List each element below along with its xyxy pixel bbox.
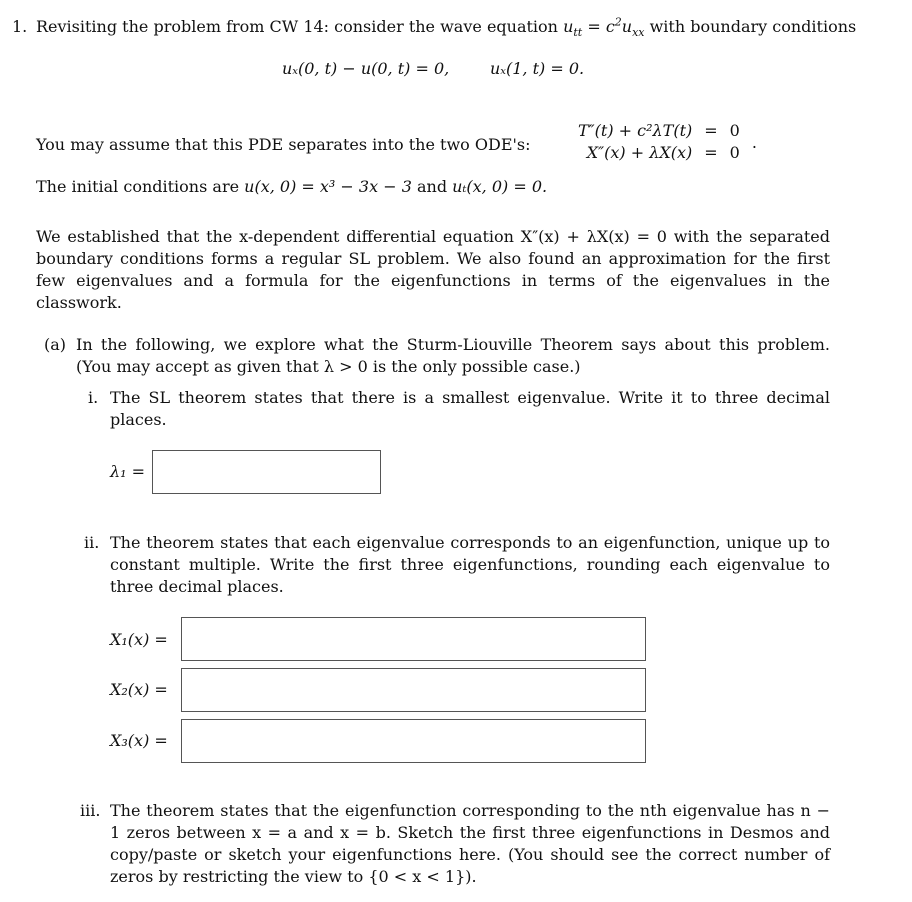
ode-x-eq: =	[704, 143, 718, 162]
ode-t-zero: 0	[729, 121, 740, 140]
with-bc-text: with boundary conditions	[649, 17, 857, 36]
lambda1-label: λ₁ =	[110, 462, 146, 481]
part-ii-label: ii.	[84, 533, 100, 552]
initial-conditions	[36, 176, 547, 198]
initial-pre: The initial conditions are	[36, 177, 240, 196]
ode-x: X″(x) + λX(x)	[586, 143, 693, 162]
part-iii-text: The theorem states that the eigenfunction corresponding to the nth eigenvalue has n − 1 zeros between x = a and x = b. Sketch the first three eigenfunctions in Desmos and copy/paste or sketch your eigenfunctions here. (You should see the correct number of zeros by restricting the view to {0 < x < 1}).	[110, 801, 830, 886]
x3-label: X₃(x) =	[110, 731, 168, 750]
ode-system	[572, 120, 763, 164]
x3-answer-box[interactable]	[181, 719, 646, 763]
part-i-text: The SL theorem states that there is a smallest eigenvalue. Write it to three decimal places.	[110, 388, 830, 429]
bc-left: uₓ(0, t) − u(0, t) = 0,	[282, 59, 450, 78]
x2-label: X₂(x) =	[110, 680, 168, 699]
x1-answer-box[interactable]	[181, 617, 646, 661]
x1-label: X₁(x) =	[110, 630, 168, 649]
part-a-label: (a)	[44, 335, 67, 354]
wave-equation: $u_{tt} = c^2u_{xx}$	[563, 15, 645, 40]
bc-right: uₓ(1, t) = 0.	[490, 59, 585, 78]
ode-period: .	[751, 133, 757, 152]
ode-x-zero: 0	[729, 143, 740, 162]
part-ii-text: The theorem states that each eigenvalue corresponds to an eigenfunction, unique up to constant multiple. Write the first three eigenfunctions, rounding each eigenvalue to three decimal places.	[110, 533, 830, 596]
intro-text: Revisiting the problem from CW 14: consider the wave equation	[36, 17, 558, 36]
part-a-text: In the following, we explore what the Sturm-Liouville Theorem says about this problem. (You may accept as given that λ > 0 is the only possible case.)	[76, 335, 830, 376]
x2-answer-box[interactable]	[181, 668, 646, 712]
initial-and: and	[416, 177, 448, 196]
ode-t: T″(t) + c²λT(t)	[578, 121, 693, 140]
lambda1-answer-box[interactable]	[152, 450, 381, 494]
part-iii-label: iii.	[80, 801, 101, 820]
part-i-label: i.	[88, 388, 99, 407]
separate-text: You may assume that this PDE separates into the two ODE's:	[36, 135, 531, 154]
initial-ut: uₜ(x, 0) = 0.	[452, 177, 548, 196]
established-paragraph: We established that the x-dependent differential equation X″(x) + λX(x) = 0 with the separated boundary conditions forms a regular SL problem. We also found an approximation for the first few eigenvalues and a formula for the eigenfunctions in terms of the eigenvalues in the classwork.	[36, 227, 830, 312]
ode-t-eq: =	[704, 121, 718, 140]
problem-number: 1.	[12, 17, 28, 36]
initial-u: u(x, 0) = x³ − 3x − 3	[244, 177, 412, 196]
problem-intro	[36, 16, 856, 38]
